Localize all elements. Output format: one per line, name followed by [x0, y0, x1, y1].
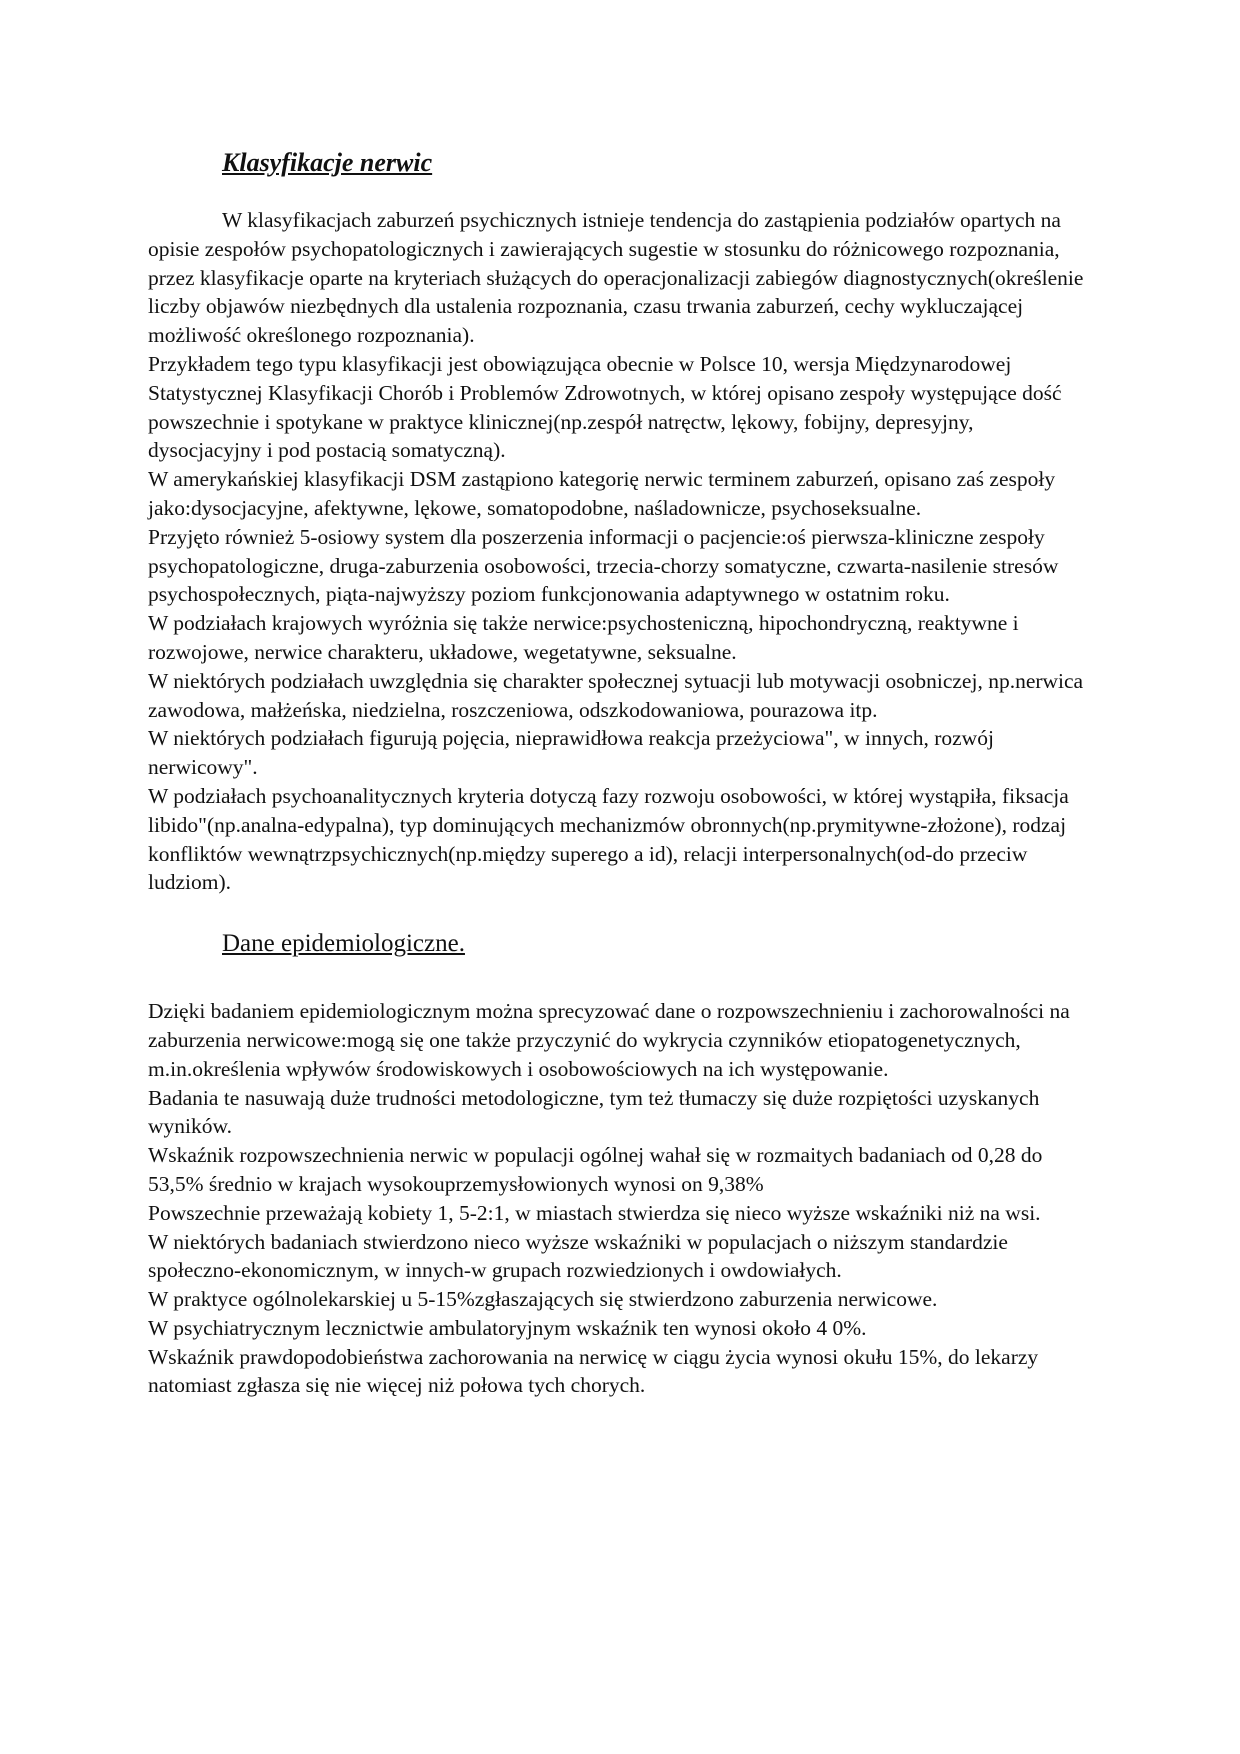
paragraph: Przyjęto również 5-osiowy system dla poszerzenia informacji o pacjencie:oś pierwsza-kliniczne zespoły psychopatologiczne, druga-zaburzenia osobowości, trzecia-chorzy somatyczne, czwarta-nasilenie stresów psychospołecznych, piąta-najwyższy poziom funkcjonowania adaptywnego w ostatnim roku. — [148, 524, 1059, 607]
paragraph: W psychiatrycznym lecznictwie ambulatoryjnym wskaźnik ten wynosi około 4 0%. — [148, 1315, 867, 1340]
paragraph: W praktyce ogólnolekarskiej u 5-15%zgłaszających się stwierdzono zaburzenia nerwicowe. — [148, 1287, 938, 1312]
document-title: Klasyfikacje nerwic — [222, 148, 433, 177]
paragraph: Wskaźnik rozpowszechnienia nerwic w populacji ogólnej wahał się w rozmaitych badaniach od 0,28 do 53,5% średnio w krajach wysokouprzemysłowionych wynosi on 9,38% — [148, 1143, 1043, 1196]
paragraph: W podziałach psychoanalitycznych kryteria dotyczą fazy rozwoju osobowości, w której wystąpiła, fiksacja libido"(np.analna-edypalna), typ dominujących mechanizmów obronnych(np.prymitywne-złożone), rodzaj konfliktów wewnątrzpsychicznych(np.między superego a id), relacji interpersonalnych(od-do przeciw ludziom). — [148, 783, 1069, 895]
paragraph: W podziałach krajowych wyróżnia się także nerwice:psychosteniczną, hipochondryczną, reaktywne i rozwojowe, nerwice charakteru, układowe, wegetatywne, seksualne. — [148, 611, 1019, 664]
paragraph: W niektórych podziałach figurują pojęcia, nieprawidłowa reakcja przeżyciowa", w innych, rozwój nerwicowy". — [148, 726, 994, 780]
paragraph: W amerykańskiej klasyfikacji DSM zastąpiono kategorię nerwic terminem zaburzeń, opisano zaś zespoły jako:dysocjacyjne, afektywne, lękowe, somatopodobne, naśladownicze, psychoseksualne. — [148, 467, 1056, 520]
paragraph: W niektórych podziałach uwzględnia się charakter społecznej sytuacji lub motywacji osobniczej, np.nerwica zawodowa, małżeńska, niedzielna, roszczeniowa, odszkodowaniowa, pourazowa itp. — [148, 668, 1084, 722]
paragraph: W klasyfikacjach zaburzeń psychicznych istnieje tendencja do zastąpienia podziałów opartych na opisie zespołów psychopatologicznych i zawierających sugestie w stosunku do różnicowego rozpoznania, przez klasyfikacje oparte na kryteriach służących do operacjonalizacji zabiegów diagnostycznych(określenie liczby objawów niezbędnych dla ustalenia rozpoznania, czasu trwania zaburzeń, cechy wykluczającej możliwość określonego rozpoznania). — [148, 208, 1084, 348]
section-heading: Dane epidemiologiczne. — [222, 930, 465, 958]
paragraph: Wskaźnik prawdopodobieństwa zachorowania na nerwicę w ciągu życia wynosi okułu 15%, do lekarzy natomiast zgłasza się nie więcej niż połowa tych chorych. — [148, 1344, 1039, 1398]
document-body — [148, 146, 1088, 1400]
paragraph: W niektórych badaniach stwierdzono nieco wyższe wskaźniki w populacjach o niższym standardzie społeczno-ekonomicznym, w innych-w grupach rozwiedzionych i owdowiałych. — [148, 1229, 1008, 1283]
paragraph: Powszechnie przeważają kobiety 1, 5-2:1, w miastach stwierdza się nieco wyższe wskaźniki niż na wsi. — [148, 1200, 1041, 1225]
paragraph: Dzięki badaniem epidemiologicznym można sprecyzować dane o rozpowszechnieniu i zachorowalności na zaburzenia nerwicowe:mogą się one także przyczynić do wykrycia czynników etiopatogenetycznych, m.in.określenia wpływów środowiskowych i osobowościowych na ich występowanie. — [148, 999, 1070, 1081]
paragraph: Badania te nasuwają duże trudności metodologiczne, tym też tłumaczy się duże rozpiętości uzyskanych wyników. — [148, 1085, 1040, 1139]
paragraph: Przykładem tego typu klasyfikacji jest obowiązująca obecnie w Polsce 10, wersja Międzynarodowej Statystycznej Klasyfikacji Chorób i Problemów Zdrowotnych, w której opisano zespoły występujące dość powszechnie i spotykane w praktyce klinicznej(np.zespół natręctw, lękowy, fobijny, depresyjny, dysocjacyjny i pod postacią somatyczną). — [148, 351, 1062, 463]
